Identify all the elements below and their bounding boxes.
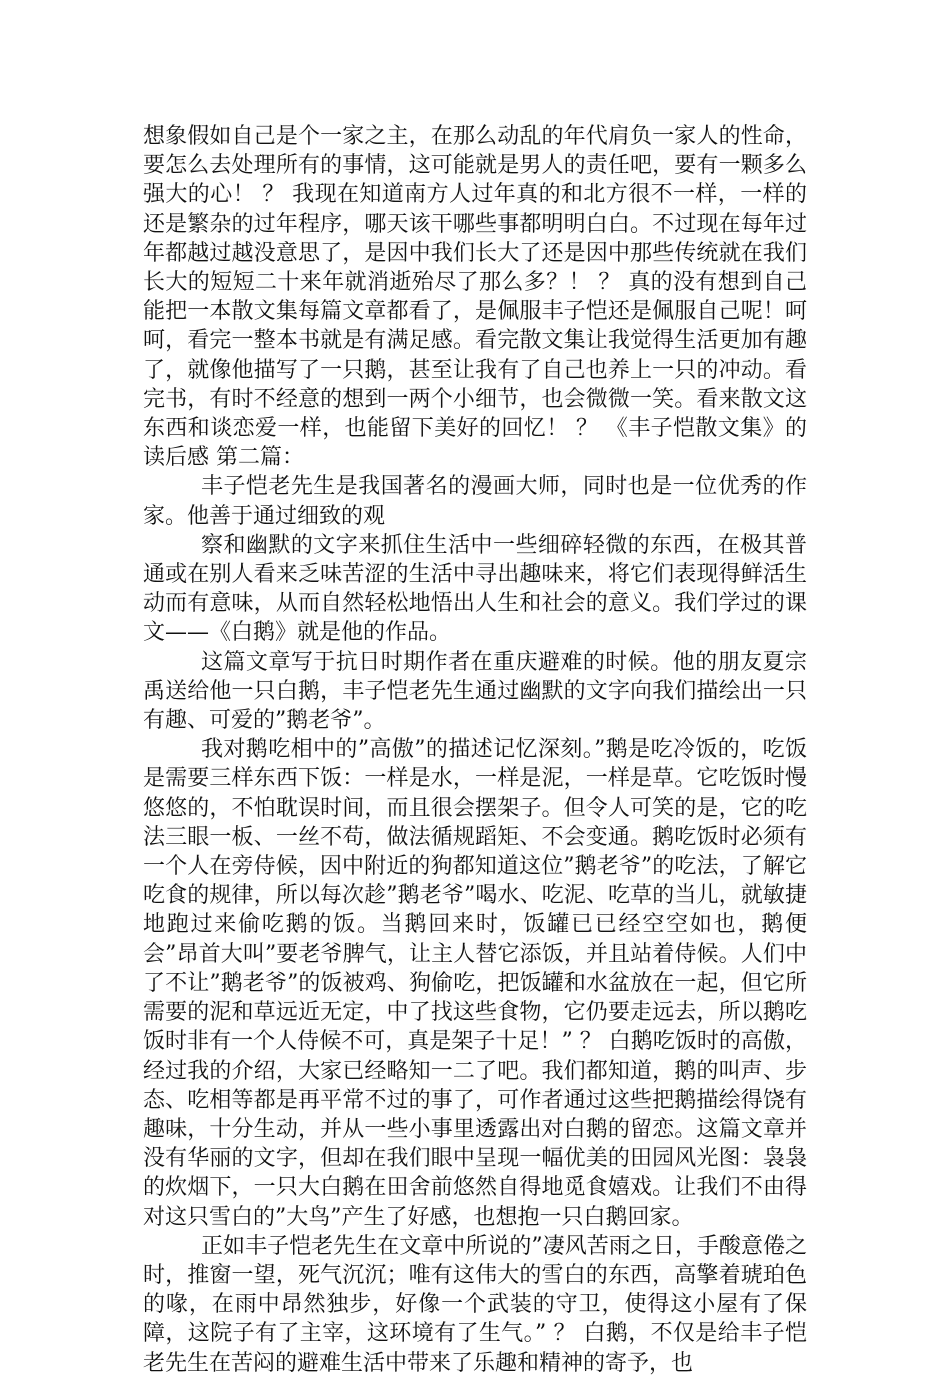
paragraph-6: 正如丰子恺老先生在文章中所说的”凄风苦雨之日，手酸意倦之时，推窗一望，死气沉沉；唯有这伟大的雪白的东西，高擎着琥珀色的喙，在雨中昂然独步，好像一个武装的守卫，使得这小屋有了保障，这院子有了主宰，这环境有了生气。” ？ 白鹅，不仅是给丰子恺老先生在苦闷的避难生活中带来了乐趣和精神的寄予，也	[143, 1233, 807, 1376]
paragraph-3: 察和幽默的文字来抓住生活中一些细碎轻微的东西，在极其普通或在别人看来乏味苦涩的生活中寻出趣味来，将它们表现得鲜活生动而有意味，从而自然轻松地悟出人生和社会的意义。我们学过的课文——《白鹅》就是他的作品。	[143, 532, 807, 646]
paragraph-4: 这篇文章写于抗日时期作者在重庆避难的时候。他的朋友夏宗禹送给他一只白鹅，丰子恺老先生通过幽默的文字向我们描绘出一只有趣、可爱的”鹅老爷”。	[143, 649, 807, 734]
paragraph-2: 丰子恺老先生是我国著名的漫画大师，同时也是一位优秀的作家。他善于通过细致的观	[143, 474, 807, 529]
paragraph-1: 想象假如自己是个一家之主，在那么动乱的年代肩负一家人的性命，要怎么去处理所有的事情，这可能就是男人的责任吧，要有一颗多么强大的心！ ？ 我现在知道南方人过年真的和北方很不一样，一样的还是繁杂的过年程序，哪天该干哪些事都明明白白。不过现在每年过年都越过越没意思了，是因中我们长大了还是因中那些传统就在我们长大的短短二十来年就消逝殆尽了那么多？！ ？ 真的没有想到自己能把一本散文集每篇文章都看了，是佩服丰子恺还是佩服自己呢！呵呵，看完一整本书就是有满足感。看完散文集让我觉得生活更加有趣了，就像他描写了一只鹅，甚至让我有了自己也养上一只的冲动。看完书，有时不经意的想到一两个小细节，也会微微一笑。看来散文这东西和谈恋爱一样，也能留下美好的回忆！ ？ 《丰子恺散文集》的读后感 第二篇：	[143, 124, 807, 471]
document-page	[143, 122, 807, 1378]
paragraph-5: 我对鹅吃相中的”高傲”的描述记忆深刻。”鹅是吃冷饭的，吃饭是需要三样东西下饭：一样是水，一样是泥，一样是草。它吃饭时慢悠悠的，不怕耽误时间，而且很会摆架子。但令人可笑的是，它的吃法三眼一板、一丝不苟，做法循规蹈矩、不会变通。鹅吃饭时必须有一个人在旁侍候，因中附近的狗都知道这位”鹅老爷”的吃法，了解它吃食的规律，所以每次趁”鹅老爷”喝水、吃泥、吃草的当儿，就敏捷地跑过来偷吃鹅的饭。当鹅回来时，饭罐已已经空空如也，鹅便会”昂首大叫”要老爷脾气，让主人替它添饭，并且站着侍候。人们中了不让”鹅老爷”的饭被鸡、狗偷吃，把饭罐和水盆放在一起，但它所需要的泥和草远近无定，中了找这些食物，它仍要走远去，所以鹅吃饭时非有一个人侍候不可，真是架子十足！” ？ 白鹅吃饭时的高傲，经过我的介绍，大家已经略知一二了吧。我们都知道，鹅的叫声、步态、吃相等都是再平常不过的事了，可作者通过这些把鹅描绘得饶有趣味，十分生动，并从一些小事里透露出对白鹅的留恋。这篇文章并没有华丽的文字，但却在我们眼中呈现一幅优美的田园风光图：袅袅的炊烟下，一只大白鹅在田舍前悠然自得地觅食嬉戏。让我们不由得对这只雪白的”大鸟”产生了好感，也想抱一只白鹅回家。	[143, 737, 807, 1230]
